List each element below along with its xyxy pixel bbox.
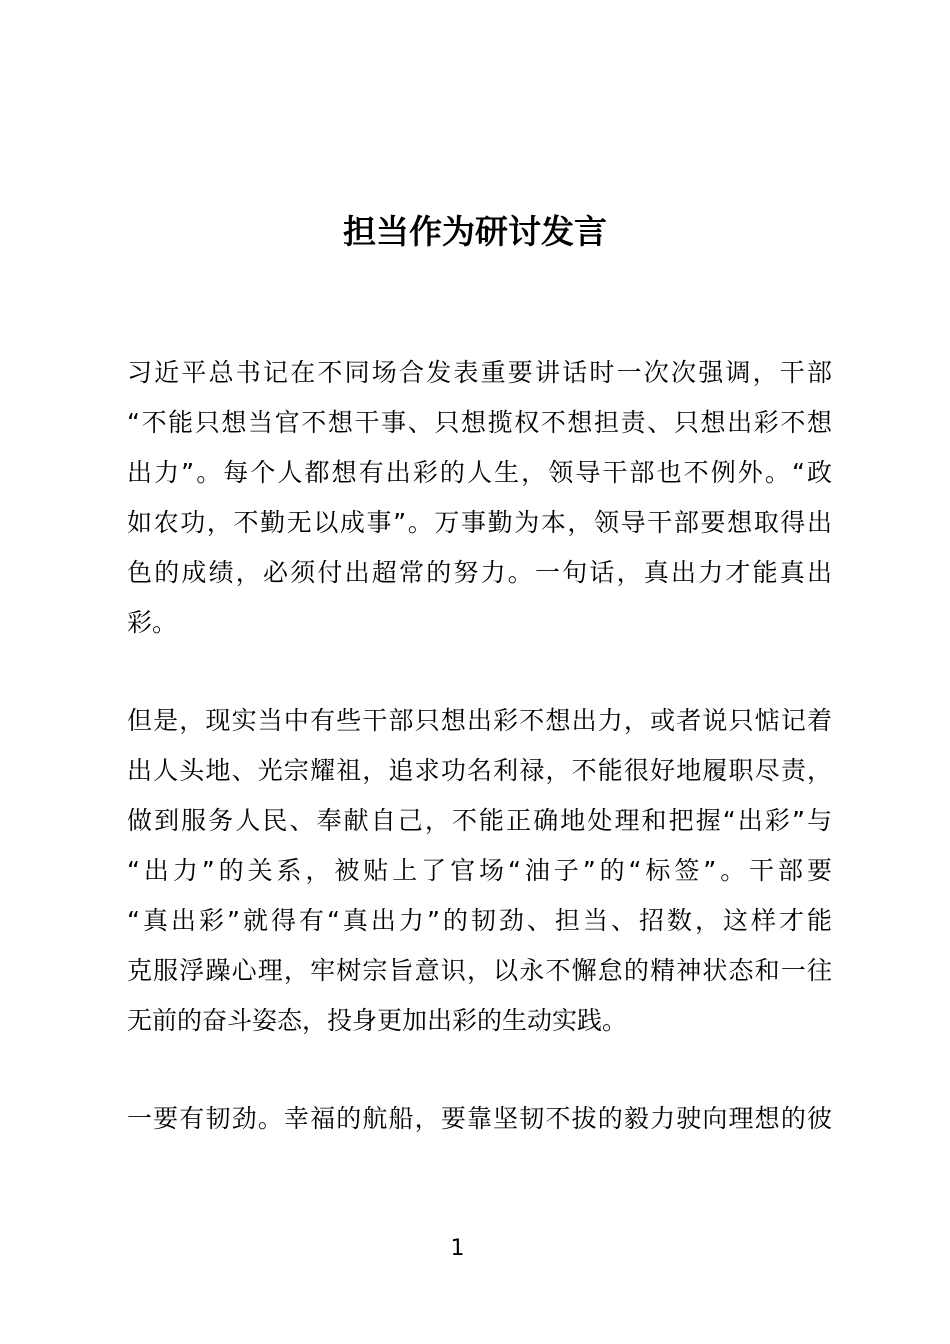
paragraph-line: 习近平总书记在不同场合发表重要讲话时一次次强调，干部: [127, 358, 832, 387]
paragraph-line: 彩。: [127, 608, 178, 637]
paragraph-3: [127, 1094, 832, 1144]
paragraph-line: “真出彩”就得有“真出力”的韧劲、担当、招数，这样才能: [127, 906, 832, 935]
paragraph-line: 做到服务人民、奉献自己，不能正确地处理和把握“出彩”与: [127, 806, 832, 835]
paragraph-1: [127, 348, 832, 648]
paragraph-line: 如农功，不勤无以成事”。万事勤为本，领导干部要想取得出: [127, 508, 832, 537]
paragraph-line: 出人头地、光宗耀祖，追求功名利禄，不能很好地履职尽责，: [127, 756, 832, 785]
paragraph-line: 一要有韧劲。幸福的航船，要靠坚韧不拔的毅力驶向理想的彼: [127, 1104, 832, 1133]
paragraph-line: 无前的奋斗姿态，投身更加出彩的生动实践。: [127, 1006, 628, 1035]
paragraph-line: 克服浮躁心理，牢树宗旨意识，以永不懈怠的精神状态和一往: [127, 956, 832, 985]
paragraph-line: 但是，现实当中有些干部只想出彩不想出力，或者说只惦记着: [127, 706, 832, 735]
paragraph-line: “不能只想当官不想干事、只想揽权不想担责、只想出彩不想: [127, 408, 832, 437]
document-title: 担当作为研讨发言: [343, 212, 607, 251]
paragraph-2: [127, 696, 832, 1046]
paragraph-line: 出力”。每个人都想有出彩的人生，领导干部也不例外。“政: [127, 458, 832, 487]
paragraph-line: “出力”的关系，被贴上了官场“油子”的“标签”。干部要: [127, 856, 832, 885]
page-number: 1: [450, 1236, 465, 1261]
paragraph-line: 色的成绩，必须付出超常的努力。一句话，真出力才能真出: [127, 558, 832, 587]
